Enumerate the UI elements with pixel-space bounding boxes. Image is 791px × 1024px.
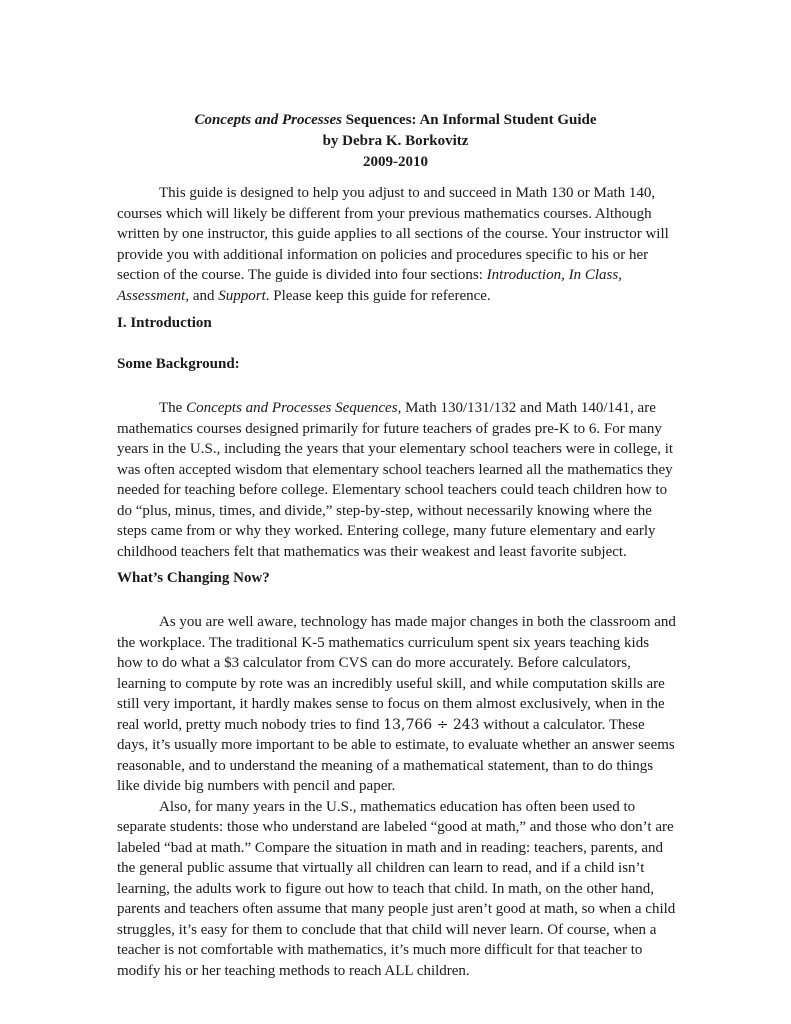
intro-paragraph: This guide is designed to help you adjust to and succeed in Math 130 or Math 140, courses which will likely be different from your previous mathematics courses. Although written by one instructor, this guide applies to all sections of the course. Your instructor will provide you with additional information on policies and procedures specific to his or her section of the course. The guide is divided into four sections: Introduction, In Class, Assessment, and Support. Please keep this guide for reference. [117,185,669,304]
title-year: 2009-2010 [363,154,428,170]
title-rest: Sequences: An Informal Student Guide [341,112,597,128]
changing-section [117,612,677,981]
section1-heading: I. Introduction [117,315,212,331]
title-line-1 [0,110,791,131]
intro-section [117,183,677,306]
changing-paragraph-2: Also, for many years in the U.S., mathematics education has often been used to separate students: those who understand are labeled “good at math,” and those who don’t are labeled “bad at math.” Compare the situation in math and in reading: teachers, parents, and the general public assume that virtually all children can learn to read, and if a child isn’t learning, the adults work to figure out how to teach that child. In math, on the other hand, parents and teachers often assume that many people just aren’t good at math, so when a child struggles, it’s easy for them to conclude that that child will never learn. Of course, when a teacher is not comfortable with mathematics, it’s much more difficult for that teacher to modify his or her teaching methods to reach ALL children. [117,798,676,979]
background-heading: Some Background: [117,356,240,372]
math-expression: 13,766 ÷ 243 [383,716,480,733]
section-heading-introduction [117,313,677,334]
background-heading-block [117,354,677,375]
changing-paragraph-1: As you are well aware, technology has made major changes in both the classroom and the workplace. The traditional K-5 mathematics curriculum spent six years teaching kids how to do what a $3 calculator from CVS can do more accurately. Before calculators, learning to compute by rote was an incredibly useful skill, and while computation skills are still very important, it hardly makes sense to focus on them almost exclusively, when in the real world, pretty much nobody tries to find 13,766 ÷ 243 without a calculator. These days, it’s usually more important to be able to estimate, to evaluate whether an answer seems reasonable, and to understand the meaning of a mathematical statement, than to do things like divide big numbers with pencil and paper. [117,614,676,794]
title-author: by Debra K. Borkovitz [322,133,469,149]
background-paragraph: The Concepts and Processes Sequences, Math 130/131/132 and Math 140/141, are mathematics courses designed primarily for future teachers of grades pre-K to 6. For many years in the U.S., including the years that your elementary school teachers were in college, it was often accepted wisdom that elementary school teachers learned all the mathematics they needed for teaching before college. Elementary school teachers could teach children how to do “plus, minus, times, and divide,” step-by-step, without necessarily knowing where the steps came from or why they worked. Entering college, many future elementary and early childhood teachers felt that mathematics was their weakest and least favorite subject. [117,400,674,560]
changing-heading-block [117,568,677,589]
background-section [117,398,677,562]
changing-heading: What’s Changing Now? [117,570,270,586]
title-italic: Concepts and Processes [194,112,342,128]
document-title [0,110,791,173]
